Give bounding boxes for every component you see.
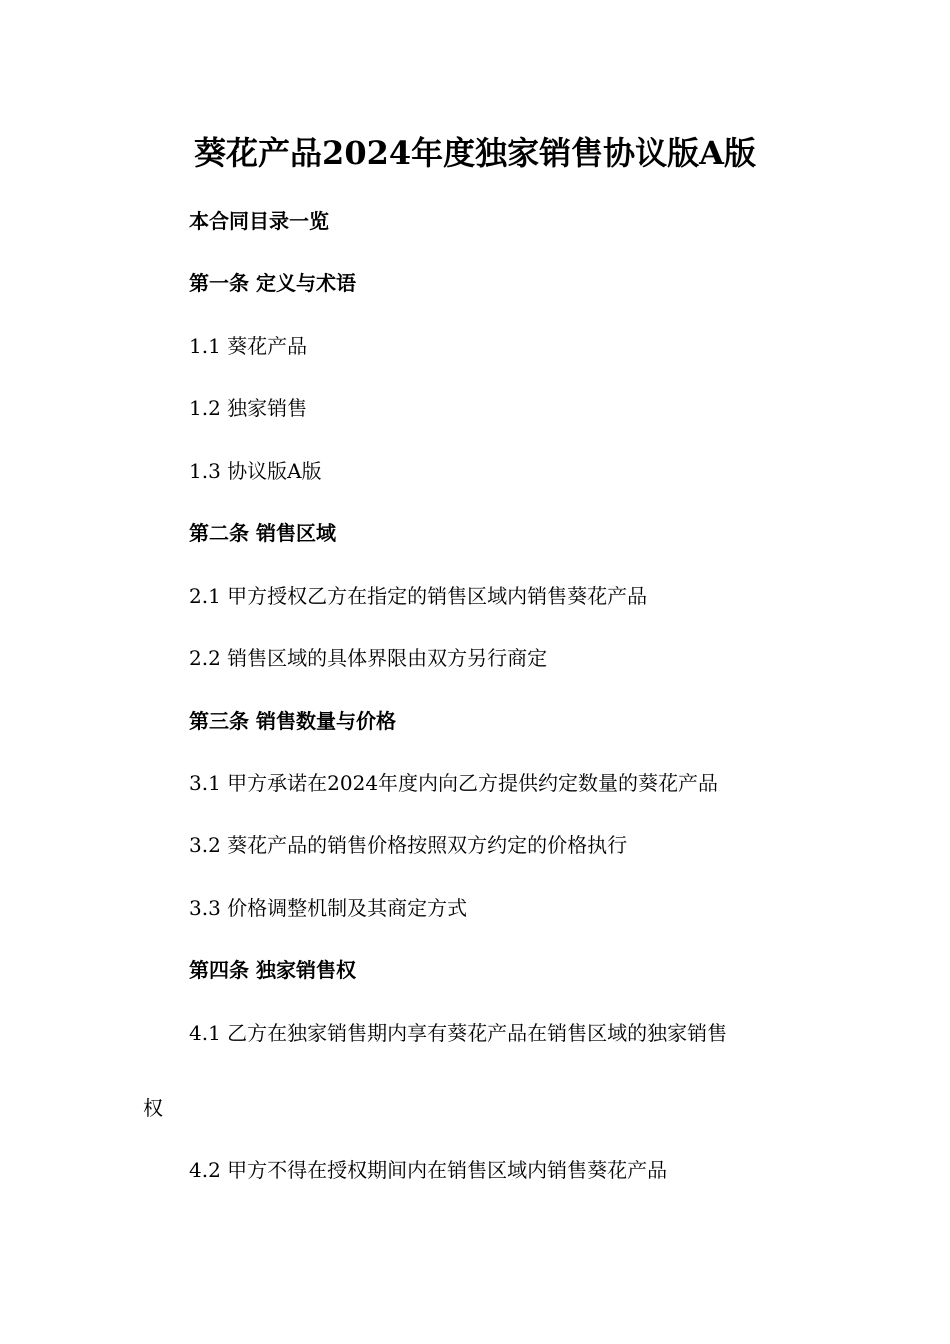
section-item-2-1: 2.1 甲方授权乙方在指定的销售区域内销售葵花产品 [189,584,648,608]
section-heading-2: 第二条 销售区域 [189,521,336,545]
section-heading-3: 第三条 销售数量与价格 [189,709,396,733]
section-item-1-3: 1.3 协议版A版 [189,459,322,483]
toc-heading: 本合同目录一览 [189,209,329,233]
section-item-4-1-continuation: 权 [143,1096,163,1120]
section-item-1-2: 1.2 独家销售 [189,396,308,420]
section-item-1-1: 1.1 葵花产品 [189,334,308,358]
document-title: 葵花产品2024年度独家销售协议版A版 [194,134,756,172]
section-item-4-1: 4.1 乙方在独家销售期内享有葵花产品在销售区域的独家销售 [189,1021,728,1045]
section-item-3-3: 3.3 价格调整机制及其商定方式 [189,896,468,920]
section-heading-1: 第一条 定义与术语 [189,271,356,295]
section-item-4-2: 4.2 甲方不得在授权期间内在销售区域内销售葵花产品 [189,1158,668,1182]
section-heading-4: 第四条 独家销售权 [189,958,356,982]
section-item-3-1: 3.1 甲方承诺在2024年度内向乙方提供约定数量的葵花产品 [189,771,719,795]
section-item-2-2: 2.2 销售区域的具体界限由双方另行商定 [189,646,548,670]
section-item-3-2: 3.2 葵花产品的销售价格按照双方约定的价格执行 [189,833,628,857]
